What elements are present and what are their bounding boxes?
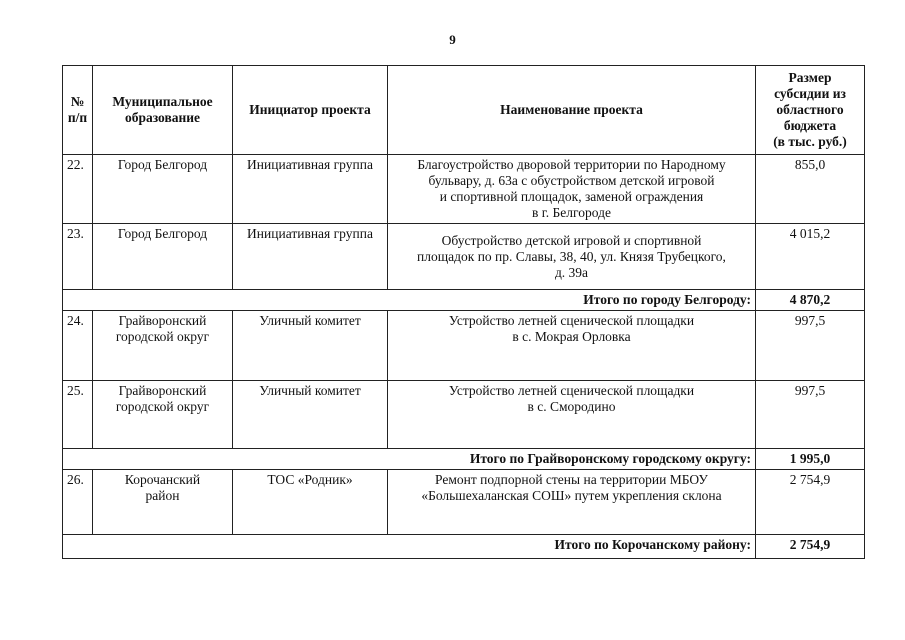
row-initiator: Уличный комитет <box>233 311 388 381</box>
row-number: 24. <box>63 311 93 381</box>
total-amount: 2 754,9 <box>756 535 865 559</box>
row-municipality: Город Белгород <box>93 155 233 224</box>
subsidy-table <box>62 65 865 559</box>
row-number: 25. <box>63 381 93 449</box>
table-header-row <box>63 66 865 155</box>
row-project: Устройство летней сценической площадки в с. Смородино <box>388 381 756 449</box>
row-initiator: Инициативная группа <box>233 155 388 224</box>
header-municipality: Муниципальное образование <box>93 66 233 155</box>
row-municipality: Грайворонский городской округ <box>93 311 233 381</box>
row-amount: 2 754,9 <box>756 470 865 535</box>
row-amount: 4 015,2 <box>756 224 865 290</box>
row-municipality: Город Белгород <box>93 224 233 290</box>
table-row <box>63 311 865 381</box>
total-amount: 1 995,0 <box>756 449 865 470</box>
header-amount: Размер субсидии из областного бюджета (в тыс. руб.) <box>756 66 865 155</box>
row-amount: 855,0 <box>756 155 865 224</box>
row-number: 22. <box>63 155 93 224</box>
total-row <box>63 290 865 311</box>
table-row <box>63 155 865 224</box>
header-initiator: Инициатор проекта <box>233 66 388 155</box>
page-number: 9 <box>449 32 456 47</box>
total-label: Итого по Корочанскому району: <box>63 535 756 559</box>
row-number: 26. <box>63 470 93 535</box>
row-municipality: Грайворонский городской округ <box>93 381 233 449</box>
total-label: Итого по Грайворонскому городскому округу: <box>63 449 756 470</box>
row-project: Ремонт подпорной стены на территории МБОУ «Большехаланская СОШ» путем укрепления склона <box>388 470 756 535</box>
row-project: Обустройство детской игровой и спортивной площадок по пр. Славы, 38, 40, ул. Князя Трубецкого, д. 39а <box>388 224 756 290</box>
row-initiator: Уличный комитет <box>233 381 388 449</box>
row-number: 23. <box>63 224 93 290</box>
total-row <box>63 449 865 470</box>
header-number: № п/п <box>63 66 93 155</box>
row-project: Устройство летней сценической площадки в с. Мокрая Орловка <box>388 311 756 381</box>
total-row <box>63 535 865 559</box>
total-label: Итого по городу Белгороду: <box>63 290 756 311</box>
row-amount: 997,5 <box>756 381 865 449</box>
table-row <box>63 470 865 535</box>
row-municipality: Корочанский район <box>93 470 233 535</box>
row-initiator: ТОС «Родник» <box>233 470 388 535</box>
total-amount: 4 870,2 <box>756 290 865 311</box>
table-row <box>63 381 865 449</box>
header-project: Наименование проекта <box>388 66 756 155</box>
row-project: Благоустройство дворовой территории по Народному бульвару, д. 63а с обустройством детской игровой и спортивной площадок, заменой ограждения в г. Белгороде <box>388 155 756 224</box>
table-row <box>63 224 865 290</box>
row-amount: 997,5 <box>756 311 865 381</box>
row-initiator: Инициативная группа <box>233 224 388 290</box>
